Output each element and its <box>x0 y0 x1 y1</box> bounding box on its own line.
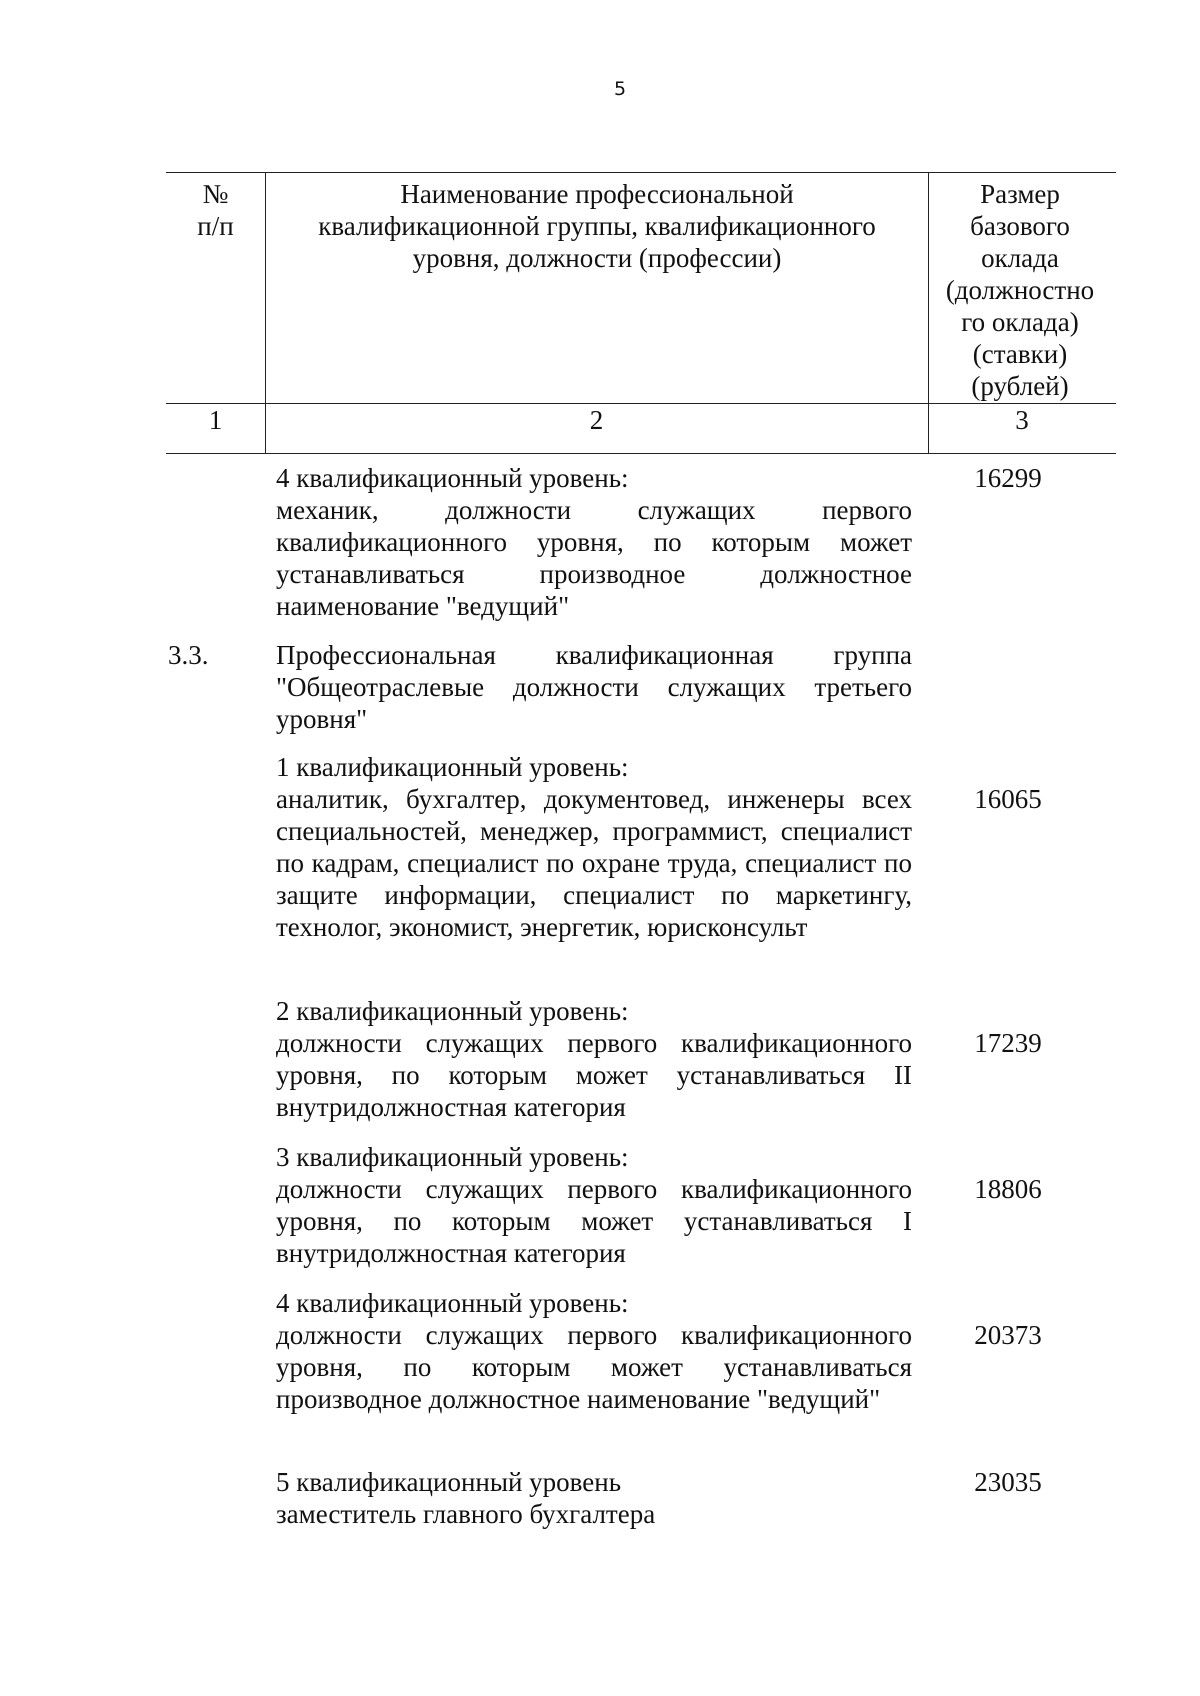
table-row-text <box>276 1466 912 1530</box>
header-salary-text: Размер базового оклада (должностно го оклада) (ставки) (рублей) <box>945 179 1095 401</box>
salary-value: 23035 <box>974 1467 1042 1497</box>
header-number <box>166 178 265 242</box>
positions-text: аналитик, бухгалтер, документовед, инженеры всех специальностей, менеджер, программист, специалист по кадрам, специалист по охране труда, специалист по защите информации, специалист по маркетингу, технолог, экономист, энергетик, юрисконсульт <box>276 784 912 942</box>
header-salary <box>935 178 1105 402</box>
salary-value: 16299 <box>974 463 1042 493</box>
qualification-level: 2 квалификационный уровень: <box>276 996 629 1026</box>
header-number-text: № п/п <box>197 179 234 241</box>
salary-value: 18806 <box>974 1174 1042 1204</box>
positions-text: должности служащих первого квалификационного уровня, по которым может устанавливаться I внутридолжностная категория <box>276 1174 912 1268</box>
positions-text: механик, должности служащих первого квалификационного уровня, по которым может устанавливаться производное должностное наименование "ведущий" <box>276 495 912 621</box>
table-top-border <box>166 172 1116 173</box>
table-row-text <box>276 462 912 622</box>
table-row-text <box>276 1141 912 1269</box>
header-name <box>292 178 902 274</box>
table-row-text <box>276 995 912 1123</box>
column-number-1: 1 <box>208 405 223 435</box>
row-number: 3.3. <box>168 640 209 670</box>
group-title-text: Профессиональная квалификационная группа "Общеотраслевые должности служащих третьего уровня" <box>276 640 912 734</box>
table-row-text <box>276 1287 912 1415</box>
qualification-level: 4 квалификационный уровень: <box>276 1288 629 1318</box>
positions-text: должности служащих первого квалификационного уровня, по которым может устанавливаться производное должностное наименование "ведущий" <box>276 1320 912 1414</box>
qualification-level: 3 квалификационный уровень: <box>276 1142 629 1172</box>
salary-value: 17239 <box>974 1028 1042 1058</box>
qualification-level: 1 квалификационный уровень: <box>276 752 629 782</box>
positions-text: должности служащих первого квалификационного уровня, по которым может устанавливаться II внутридолжностная категория <box>276 1028 912 1122</box>
table-row-text <box>276 751 912 943</box>
positions-text: заместитель главного бухгалтера <box>276 1499 656 1529</box>
column-number-2: 2 <box>589 405 604 435</box>
salary-value: 16065 <box>974 784 1042 814</box>
group-title <box>276 639 912 735</box>
qualification-level: 4 квалификационный уровень: <box>276 463 629 493</box>
header-name-text: Наименование профессиональной квалификационной группы, квалификационного уровня, должности (профессии) <box>318 179 876 273</box>
page-number: 5 <box>613 78 627 100</box>
qualification-level: 5 квалификационный уровень <box>276 1467 622 1497</box>
column-number-3: 3 <box>1015 405 1029 435</box>
salary-value: 20373 <box>974 1320 1042 1350</box>
column-number-row-bottom-border <box>166 453 1116 454</box>
